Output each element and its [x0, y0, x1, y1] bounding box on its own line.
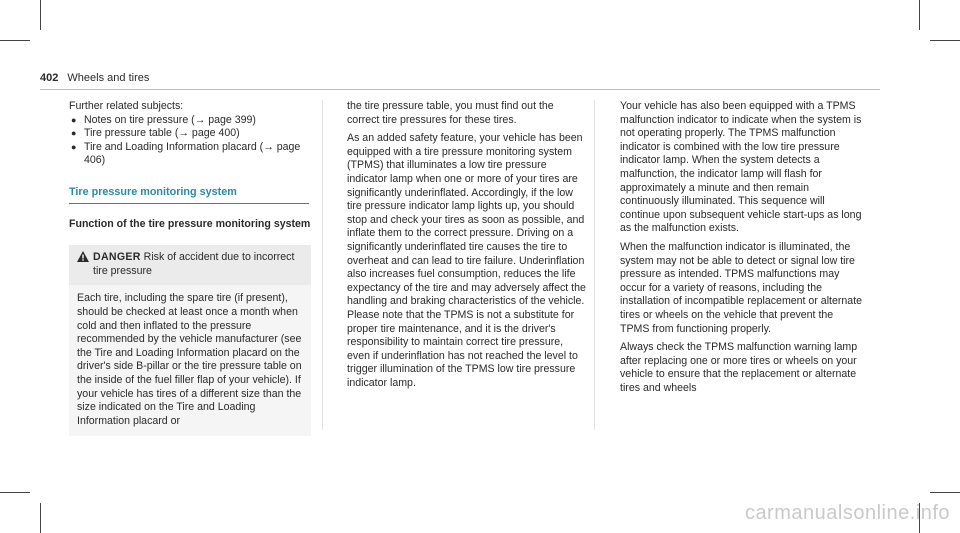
- section-title: Tire pressure monitoring system: [69, 185, 237, 198]
- crop-mark: [0, 40, 30, 41]
- paragraph: As an added safety feature, your vehicle has been equipped with a tire pressure monitoring system (TPMS) that illuminates a low tire pressure indicator lamp when one or more of your tires are significantly underinflated. Accordingly, if the low tire pressure indicator lamp lights up, you should stop and check your tires as soon as possible, and inflate them to the correct pressure. Driving on a significantly underinflated tire causes the tire to overheat and can lead to tire failure. Underinflation also increases fuel consumption, reduces the life expectancy of the tire and may adversely affect the handling and braking characteristics of the vehicle. Please note that the TPMS is not a substitute for proper tire maintenance, and it is the driver's responsibility to maintain correct tire pressure, even if underinflation has not reached the level to trigger illumination of the TPMS low tire pressure indicator lamp.: [347, 132, 586, 389]
- danger-text: Risk of accident due to incorrect tire pressure: [93, 251, 295, 277]
- crop-mark: [930, 40, 960, 41]
- watermark: carmanualsonline.info: [744, 502, 950, 524]
- crop-mark: [0, 492, 30, 493]
- crop-mark: [40, 503, 41, 533]
- crop-mark: [919, 0, 920, 30]
- danger-box: [69, 245, 311, 436]
- crop-mark: [40, 0, 41, 30]
- related-subjects-intro: Further related subjects:: [69, 100, 184, 112]
- danger-body: Each tire, including the spare tire (if present), should be checked at least once a month when cold and then inflated to the pressure recommended by the vehicle manufacturer (see the Tire and Loading Information placard on the driver's side B-pillar or the tire pressure table on the inside of the fuel filler flap of your vehicle). If your vehicle has tires of a different size than the size indicated on the Tire and Loading Information placard or: [69, 285, 311, 436]
- column-divider: [594, 100, 595, 430]
- bullet-icon: ●: [71, 114, 77, 125]
- list-item[interactable]: ● Tire and Loading Information placard (→ page 406): [71, 140, 301, 167]
- crop-mark: [930, 492, 960, 493]
- section-rule: [69, 203, 309, 204]
- column-right: [620, 100, 864, 395]
- paragraph: Always check the TPMS malfunction warning lamp after replacing one or more tires or wheels on your vehicle to ensure that the replacement or alternate tires and wheels: [620, 341, 858, 394]
- danger-label: DANGER: [93, 251, 141, 264]
- paragraph: Your vehicle has also been equipped with a TPMS malfunction indicator to indicate when the system is not operating properly. The TPMS malfunction indicator is combined with the low tire pressure indicator lamp. When the system detects a malfunction, the indicator lamp will flash for approximately a minute and then remain continuously illuminated. This sequence will continue upon subsequent vehicle start-ups as long as the malfunction exists.: [620, 100, 862, 235]
- column-divider: [322, 100, 323, 430]
- subsection-title: Function of the tire pressure monitoring system: [69, 217, 311, 230]
- page-number: 402: [40, 72, 59, 84]
- column-left: [69, 100, 315, 436]
- header-rule: [40, 89, 880, 90]
- bullet-icon: ●: [71, 128, 77, 139]
- page-header-title: Wheels and tires: [67, 72, 150, 84]
- paragraph: the tire pressure table, you must find out the correct tire pressures for these tires.: [347, 100, 554, 126]
- list-item[interactable]: ● Tire pressure table (→ page 400): [71, 127, 240, 140]
- page-header: [40, 72, 149, 84]
- column-middle: [347, 100, 587, 390]
- danger-header: [69, 245, 311, 285]
- related-subjects-list: [69, 114, 315, 168]
- warning-triangle-icon: [77, 251, 93, 278]
- list-item[interactable]: ● Notes on tire pressure (→ page 399): [71, 113, 256, 126]
- paragraph: When the malfunction indicator is illuminated, the system may not be able to detect or signal low tire pressure as intended. TPMS malfunctions may occur for a variety of reasons, including the installation of incompatible replacement or alternate tires or wheels on the vehicle that prevent the TPMS from functioning properly.: [620, 240, 863, 335]
- bullet-icon: ●: [71, 141, 77, 152]
